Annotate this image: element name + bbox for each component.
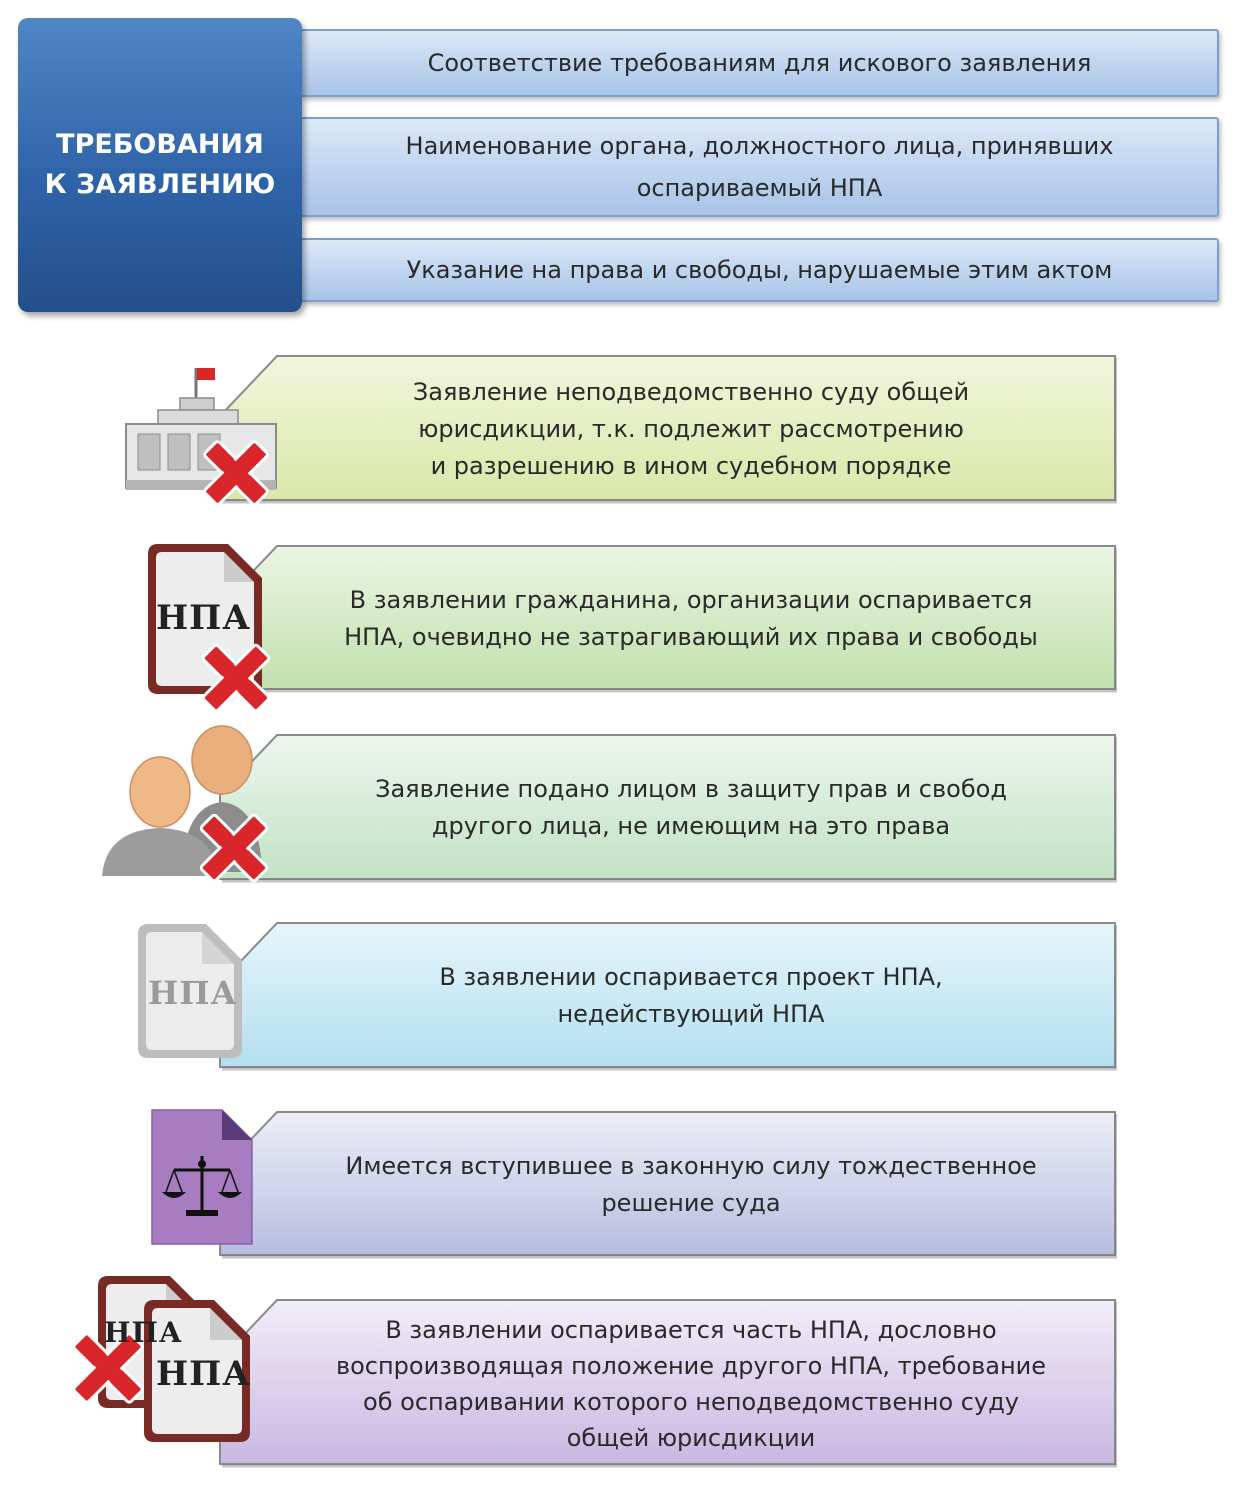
npa-label: НПА [148,974,238,1012]
callout-no-authority [215,733,1117,883]
court-building-icon [118,362,283,520]
requirement-2-line-2: оспариваемый НПА [636,174,883,202]
requirement-bar-3 [300,238,1219,302]
callout-identical-decision [215,1110,1117,1259]
npa-label: НПА [156,598,251,638]
npa-label-back: НПА [104,1316,183,1349]
callout-1-line-2: юрисдикции, т.к. подлежит рассмотрению [418,414,964,443]
requirement-1-line-1: Соответствие требованиям для искового заявления [427,49,1092,77]
callout-court-jurisdiction [215,354,1117,504]
callout-2-line-2: НПА, очевидно не затрагивающий их права и свободы [344,622,1038,651]
npa-document-gray-icon [132,920,252,1065]
callout-1-text [275,354,1107,504]
callout-1-line-1: Заявление неподведомственно суду общей [412,377,970,406]
callout-4-line-2: недействующий НПА [557,1000,825,1028]
callout-3-line-2: другого лица, не имеющим на это права [431,812,951,840]
callout-5-text [275,1110,1107,1259]
callout-6-line-1: В заявлении оспаривается часть НПА, дословно [385,1316,997,1344]
callout-draft-npa [215,921,1117,1071]
callout-3-line-1: Заявление подано лицом в защиту прав и свобод [375,775,1007,803]
callout-rights-not-affected [215,544,1117,693]
callout-1-line-3: и разрешению в ином судебном порядке [430,451,952,480]
title-line-1: ТРЕБОВАНИЯ [56,129,264,160]
requirement-2-line-1: Наименование органа, должностного лица, принявших [405,132,1114,160]
callout-6-line-2: воспроизводящая положение другого НПА, требование [335,1352,1047,1380]
callout-3-text [275,733,1107,883]
requirements-title-block [18,18,302,312]
npa-label-front: НПА [156,1354,251,1394]
requirement-bar-2 [300,117,1219,217]
callout-2-text [275,544,1107,693]
callout-5-line-2: решение суда [601,1188,781,1217]
callout-4-text [275,921,1107,1071]
callout-5-line-1: Имеется вступившее в законную силу тождественное [345,1151,1037,1180]
callout-6-line-3: об оспаривании которого неподведомственно суду [363,1388,1019,1416]
npa-document-icon [140,540,285,720]
callout-6-text [275,1298,1107,1470]
requirement-bar-1 [300,29,1219,97]
callout-4-line-1: В заявлении оспаривается проект НПА, [439,963,943,991]
two-npa-documents-icon [60,1272,260,1450]
callout-2-line-1: В заявлении гражданина, организации оспаривается [349,585,1033,614]
callout-6-line-4: общей юрисдикции [566,1424,816,1452]
requirement-3-line-1: Указание на права и свободы, нарушаемые этим актом [406,256,1113,284]
callout-duplicate-provision [215,1298,1117,1470]
people-icon [98,722,286,897]
title-line-2: К ЗАЯВЛЕНИЮ [44,169,276,200]
scales-document-icon [146,1104,258,1250]
